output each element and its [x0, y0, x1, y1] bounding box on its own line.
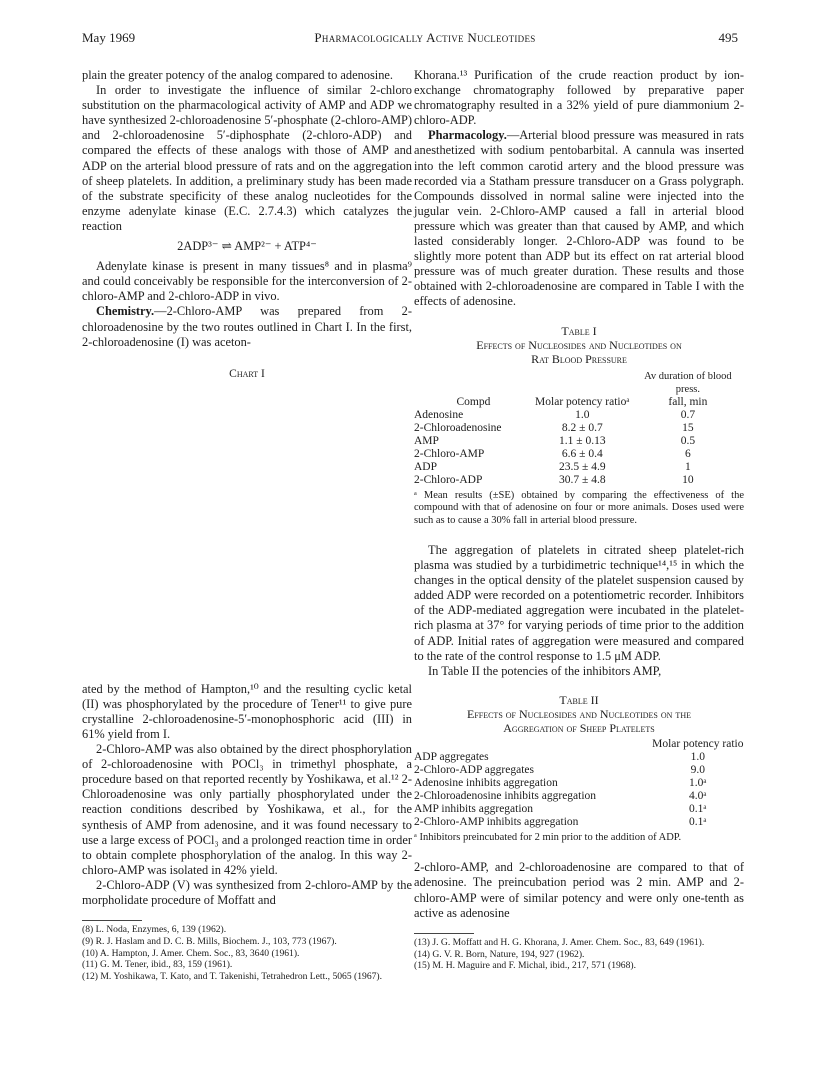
table-cell: 10	[682, 473, 694, 486]
table-cell: ADP	[414, 460, 438, 473]
table-row	[414, 790, 744, 803]
left-column	[82, 68, 412, 983]
reference: (13) J. G. Moffatt and H. G. Khorana, J. Amer. Chem. Soc., 83, 649 (1961).	[414, 936, 705, 948]
table-cell: 1.0ᵃ	[689, 776, 707, 789]
table-title: Effects of Nucleosides and Nucleotides on	[476, 337, 682, 352]
column-header: Molar potency ratio	[652, 737, 744, 750]
paragraph: In Table II the potencies of the inhibitors AMP,	[428, 663, 662, 678]
paragraph: Khorana.¹³ Purification of the crude reaction product by ion-exchange chromatography followed by preparative paper chromatography resulted in a 32% yield of pure diammonium 2-chloro-ADP.	[414, 68, 744, 128]
paragraph: ated by the method of Hampton,¹⁰ and the resulting cyclic ketal (II) was phosphorylated by the procedure of Tener¹¹ to give pure crystalline 2-chloroadenosine-5′-monophosphoric acid (III) in 61% yield from I.	[82, 681, 412, 741]
table-cell: 30.7 ± 4.8	[559, 473, 606, 486]
table-cell: 0.5	[680, 434, 696, 447]
reference: (11) G. M. Tener, ibid., 83, 159 (1961).	[82, 959, 233, 971]
reference: (8) L. Noda, Enzymes, 6, 139 (1962).	[82, 924, 227, 936]
footnote-rule	[414, 933, 474, 934]
reaction-equation: 2ADP³⁻ ⇌ AMP²⁻ + ATP⁴⁻	[177, 239, 317, 254]
table-cell: Adenosine inhibits aggregation	[414, 776, 558, 789]
chemistry-paragraph	[82, 304, 412, 349]
reference: (9) R. J. Haslam and D. C. B. Mills, Biochem. J., 103, 773 (1967).	[82, 935, 337, 947]
reference-list	[82, 924, 412, 983]
table-cell: 9.0	[690, 763, 705, 776]
table-cell: AMP	[414, 434, 439, 447]
paragraph: In order to investigate the influence of similar 2-chloro substitution on the pharmacological activity of AMP and ADP we have synthesized 2-chloroadenosine 5′-phosphate (2-chloro-AMP) and 2-chloroadenosine 5′-diphosphate (2-chloro-ADP) and compared the effects of these analogs with those of AMP and ADP on the arterial blood pressure of rats and on the aggregation of sheep platelets. In addition, a preliminary study has been made of the substrate specificity of these analog nucleotides for the enzyme adenylate kinase (E.C. 2.7.4.3) which catalyzes the reaction	[82, 83, 412, 233]
table-cell: 2-Chloro-ADP aggregates	[414, 763, 534, 776]
chart-figure	[82, 354, 412, 682]
table-cell: 23.5 ± 4.9	[559, 460, 606, 473]
table-label: Table I	[561, 323, 597, 338]
right-column	[414, 68, 744, 972]
table-row	[414, 474, 744, 487]
table-cell: 6	[685, 447, 691, 460]
running-header-title: Pharmacologically Active Nucleotides	[314, 30, 536, 45]
table-cell: 1	[685, 460, 691, 473]
table-row	[414, 803, 744, 816]
paragraph: 2-chloro-AMP, and 2-chloroadenosine are compared to that of adenosine. The preincubation period was 2 min. AMP and 2-chloro-AMP were of similar potency and were only one-tenth as active as adenosine	[414, 860, 744, 920]
column-header: Compd	[456, 395, 491, 408]
table-row	[414, 448, 744, 461]
running-header-date: May 1969	[82, 30, 136, 45]
table-row	[414, 777, 744, 790]
table-cell: 2-Chloro-AMP inhibits aggregation	[414, 815, 579, 828]
table-cell: 2-Chloro-AMP	[414, 447, 485, 460]
table-cell: 15	[682, 421, 694, 434]
section-text: —Arterial blood pressure was measured in rats anesthetized with sodium pentobarbital. A cannula was inserted into the left common carotid artery and the blood pressure was recorded via a Statham pressure transducer on a Grass polygraph. Compounds dissolved in normal saline were injected into the jugular vein. 2-Chloro-AMP caused a fall in arterial blood pressure which was greater than that caused by AMP, and which lasted considerably longer. 2-Chloro-ADP was found to be slightly more potent than ADP but its effect on rat arterial blood pressure was of much greater duration. These results and those obtained with 2-chloroadenosine are compared in Table I with the effects of adenosine.	[414, 128, 744, 309]
paragraph: 2-Chloro-AMP was also obtained by the direct phosphorylation of 2-chloroadenosine with POCl₃ in trimethyl phosphate, a procedure based on that reported recently by Yoshikawa, et al.¹² 2-Chloroadenosine was only partially phosphorylated under the reaction conditions described by Yoshikawa, et al., for the synthesis of AMP from adenosine, and it was found necessary to use a large excess of POCl₃ and a prolonged reaction time in order to obtain complete phosphorylation of the analog. In this way 2-chloro-AMP was isolated in 42% yield.	[82, 742, 412, 877]
chart-caption: Chart I	[229, 367, 265, 380]
table-cell: ADP aggregates	[414, 750, 489, 763]
table-title: Aggregation of Sheep Platelets	[503, 720, 655, 735]
page-number: 495	[718, 30, 738, 45]
pharmacology-paragraph	[414, 128, 744, 309]
table-cell: 2-Chloro-ADP	[414, 473, 483, 486]
section-heading: Chemistry.	[96, 304, 155, 319]
table-1	[414, 324, 744, 528]
section-heading: Pharmacology.	[428, 128, 507, 143]
table-row	[414, 461, 744, 474]
data-table	[414, 738, 744, 829]
table-cell: 0.1ᵃ	[689, 802, 707, 815]
table-cell: 6.6 ± 0.4	[561, 447, 603, 460]
table-cell: 4.0ᵃ	[689, 789, 707, 802]
table-row	[414, 422, 744, 435]
column-header: Av duration of blood press.	[644, 370, 732, 395]
table-row	[414, 751, 744, 764]
table-cell: AMP inhibits aggregation	[414, 802, 534, 815]
section-text: —2-Chloro-AMP was prepared from 2-chloroadenosine by the two routes outlined in Chart I. In the first, 2-chloroadenosine (I) was aceton-	[82, 304, 412, 349]
table-footnote: ᵃ Inhibitors preincubated for 2 min prior to the addition of ADP.	[414, 831, 682, 843]
table-title: Effects of Nucleosides and Nucleotides on the	[466, 706, 691, 721]
table-row	[414, 409, 744, 422]
table-title: Rat Blood Pressure	[531, 351, 627, 366]
footnote-rule	[82, 920, 142, 921]
table-row	[414, 816, 744, 829]
table-cell: 1.1 ± 0.13	[559, 434, 606, 447]
table-row	[414, 435, 744, 448]
paragraph: plain the greater potency of the analog compared to adenosine.	[82, 68, 394, 82]
table-cell: 2-Chloroadenosine	[414, 421, 502, 434]
table-cell: 2-Chloroadenosine inhibits aggregation	[414, 789, 597, 802]
reference-list	[414, 937, 744, 972]
table-cell: 0.1ᵃ	[689, 815, 707, 828]
table-footnote: ᵃ Mean results (±SE) obtained by comparing the effectiveness of the compound with that of adenosine on four or more animals. Doses used were such as to cause a 30% fall in arterial blood pressure.	[414, 489, 744, 526]
reference: (12) M. Yoshikawa, T. Kato, and T. Takenishi, Tetrahedron Lett., 5065 (1967).	[82, 971, 383, 983]
table-cell: 1.0	[690, 750, 705, 763]
table-row	[414, 764, 744, 777]
paragraph: The aggregation of platelets in citrated sheep platelet-rich plasma was studied by a turbidimetric technique¹⁴,¹⁵ in which the changes in the optical density of the platelet suspension caused by added ADP were recorded on a potentiometric recorder. Inhibitors of the ADP-mediated aggregation were incubated in the platelet-rich plasma at 37° for varying periods of time prior to the addition of ADP. Initial rates of aggregation were measured and compared to the rate of the control response to 1.5 μM ADP.	[414, 543, 744, 663]
table-2	[414, 693, 744, 845]
table-label: Table II	[559, 692, 599, 707]
reference: (15) M. H. Maguire and F. Michal, ibid., 217, 571 (1968).	[414, 960, 636, 972]
table-cell: Adenosine	[414, 408, 464, 421]
table-cell: 8.2 ± 0.7	[561, 421, 603, 434]
table-cell: 0.7	[680, 408, 696, 421]
paragraph: 2-Chloro-ADP (V) was synthesized from 2-chloro-AMP by the morpholidate procedure of Moffatt and	[82, 877, 412, 907]
reference: (10) A. Hampton, J. Amer. Chem. Soc., 83, 3640 (1961).	[82, 947, 300, 959]
table-cell: 1.0	[575, 408, 590, 421]
column-header: Molar potency ratioᵃ	[535, 395, 630, 408]
data-table	[414, 370, 744, 487]
paragraph: Adenylate kinase is present in many tissues⁸ and in plasma⁹ and could conceivably be responsible for the interconversion of 2-chloro-AMP and 2-chloro-ADP in vivo.	[82, 259, 412, 304]
column-header: fall, min	[668, 395, 708, 408]
reference: (14) G. V. R. Born, Nature, 194, 927 (1962).	[414, 948, 585, 960]
